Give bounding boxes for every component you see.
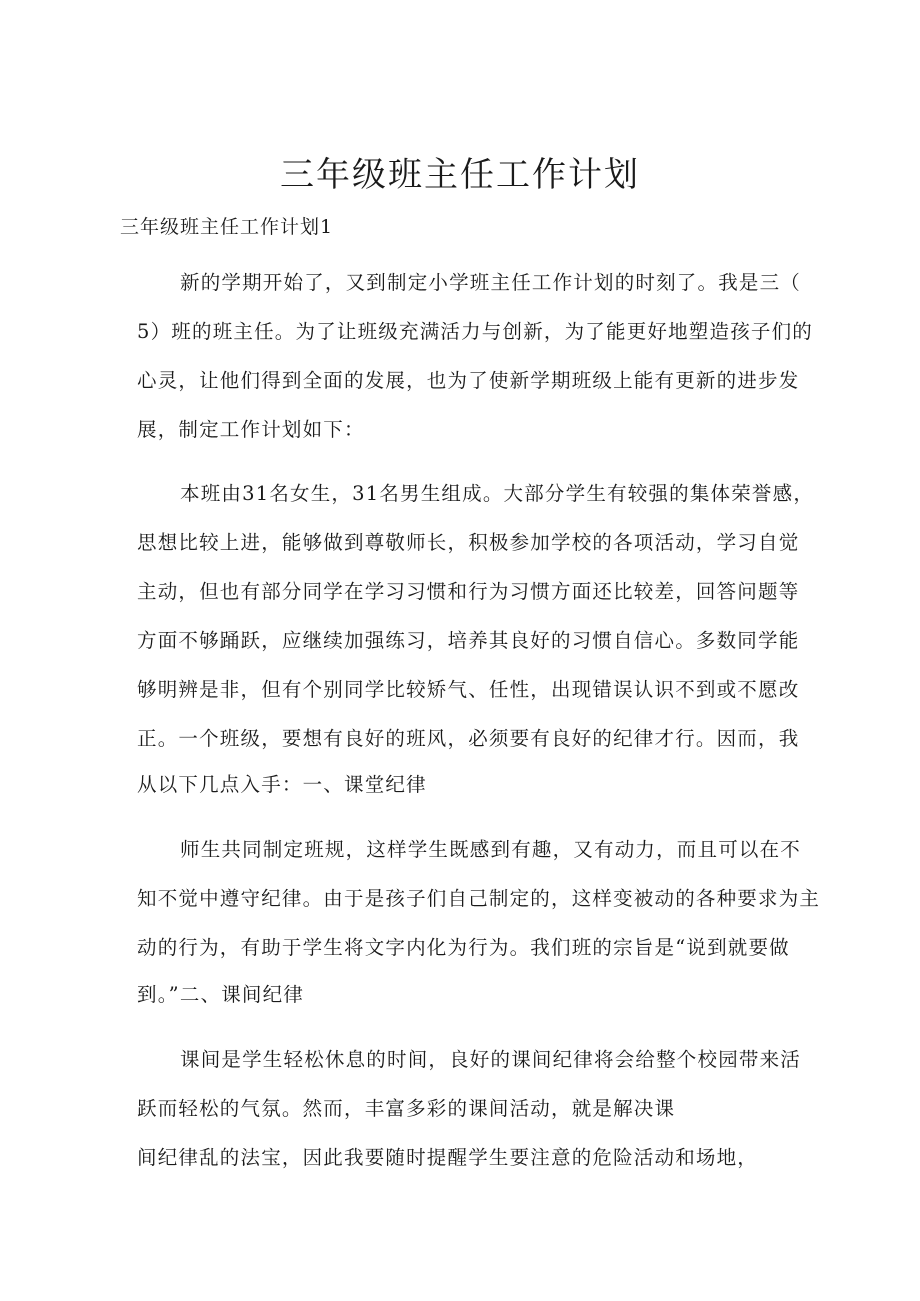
- p4-line-2: 跃而轻松的气氛。然而，丰富多彩的课间活动，就是解决课: [137, 1097, 676, 1120]
- p3-line-3: 动的行为，有助于学生将文字内化为行为。我们班的宗旨是“说到就要做: [137, 936, 790, 959]
- p3-line-1: 师生共同制定班规，这样学生既感到有趣，又有动力，而且可以在不: [180, 838, 802, 861]
- p1-line-2: 5）班的班主任。为了让班级充满活力与创新，为了能更好地塑造孩子们的: [137, 320, 814, 343]
- p2-line-4: 方面不够踊跃，应继续加强练习，培养其良好的习惯自信心。多数同学能: [137, 629, 800, 652]
- p4-line-3: 间纪律乱的法宝，因此我要随时提醒学生要注意的危险活动和场地，: [137, 1146, 759, 1169]
- p2-line-2: 思想比较上进，能够做到尊敬师长，积极参加学校的各项活动，学习自觉: [137, 531, 800, 554]
- p2-line-5: 够明辨是非，但有个别同学比较矫气、任性，出现错误认识不到或不愿改: [137, 678, 800, 701]
- p3-line-4: 到。”二、课间纪律: [137, 983, 305, 1006]
- p2-line-1: 本班由31名女生，31名男生组成。大部分学生有较强的集体荣誉感，: [180, 482, 815, 505]
- p2-line-6: 正。一个班级，要想有良好的班风，必须要有良好的纪律才行。因而，我: [137, 727, 800, 750]
- p1-line-1: 新的学期开始了，又到制定小学班主任工作计划的时刻了。我是三（: [180, 271, 802, 294]
- p2-line-7: 从以下几点入手：一、课堂纪律: [137, 773, 427, 796]
- document-subtitle: 三年级班主任工作计划1: [120, 216, 334, 238]
- p1-line-4: 展，制定工作计划如下：: [137, 418, 365, 441]
- p2-line-3: 主动，但也有部分同学在学习习惯和行为习惯方面还比较差，回答问题等: [137, 580, 800, 603]
- p1-line-3: 心灵，让他们得到全面的发展，也为了使新学期班级上能有更新的进步发: [137, 369, 800, 392]
- p3-line-2: 知不觉中遵守纪律。由于是孩子们自己制定的，这样变被动的各种要求为主: [137, 887, 821, 910]
- document-title: 三年级班主任工作计划: [280, 155, 640, 195]
- p4-line-1: 课间是学生轻松休息的时间，良好的课间纪律将会给整个校园带来活: [180, 1048, 802, 1071]
